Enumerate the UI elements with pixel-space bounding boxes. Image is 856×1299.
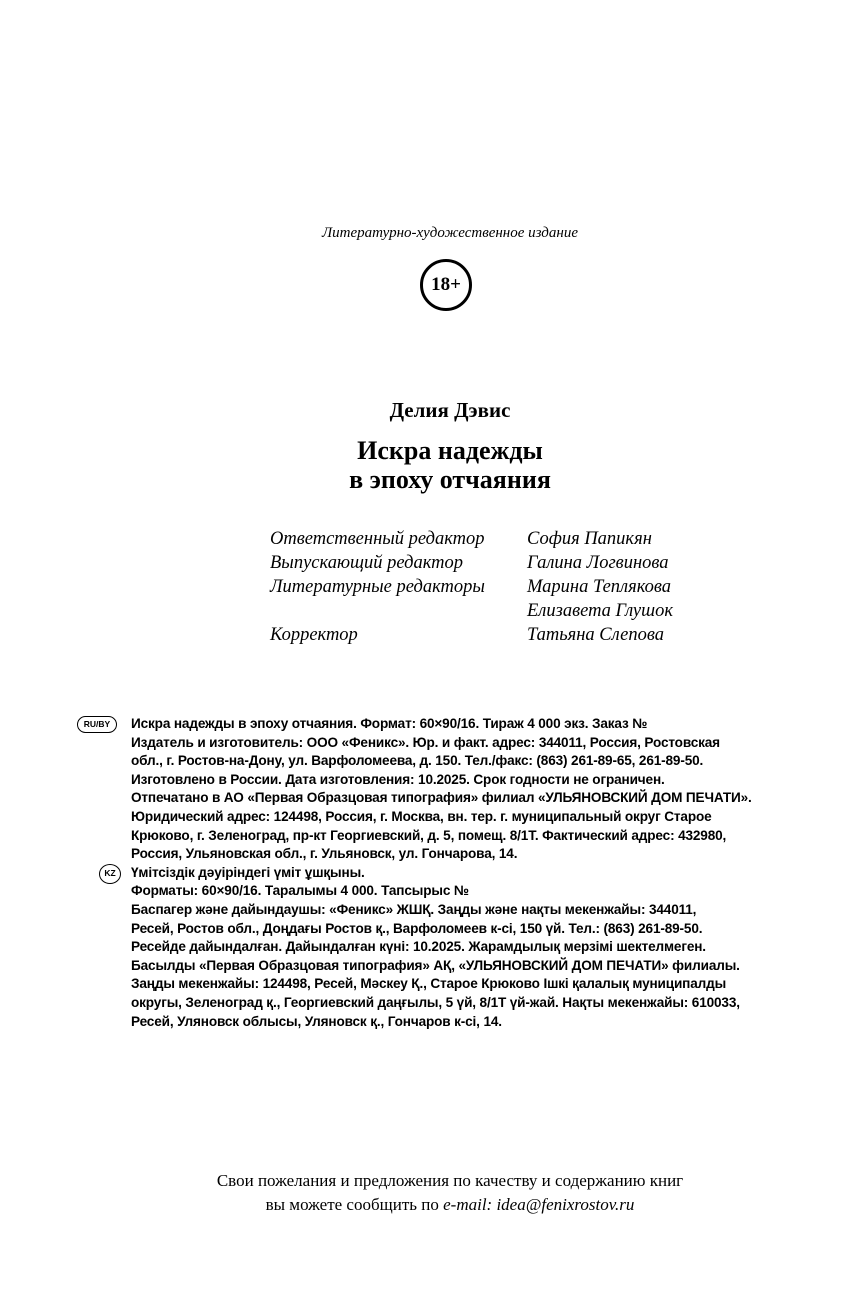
imprint-section	[75, 715, 815, 1031]
credit-row	[270, 575, 673, 623]
imprint-line: Форматы: 60×90/16. Таралымы 4 000. Тапсырыс №	[131, 883, 469, 899]
credits-block	[270, 527, 673, 647]
book-title-line2: в эпоху отчаяния	[349, 465, 551, 494]
ru-by-badge: RU/BY	[77, 716, 117, 733]
contact-block	[0, 1169, 856, 1217]
credit-name: Татьяна Слепова	[527, 625, 665, 645]
credit-name: Марина Теплякова	[527, 577, 672, 597]
imprint-line: Изготовлено в России. Дата изготовления: 10.2025. Срок годности не ограничен.	[131, 771, 665, 787]
imprint-line: Юридический адрес: 124498, Россия, г. Москва, вн. тер. г. муниципальный округ Старое	[131, 808, 712, 824]
edition-type: Литературно-художественное издание	[322, 225, 578, 241]
author-name: Делия Дэвис	[389, 398, 511, 422]
imprint-line: обл., г. Ростов-на-Дону, ул. Варфоломеева, д. 150. Тел./факс: (863) 261-89-65, 261-89-50.	[131, 753, 704, 769]
imprint-line: Отпечатано в АО «Первая Образцовая типография» филиал «УЛЬЯНОВСКИЙ ДОМ ПЕЧАТИ».	[131, 790, 752, 806]
imprint-line: Заңды мекенжайы: 124498, Ресей, Мәскеу Қ., Старое Крюково Ішкі қалалық муниципалды	[131, 976, 727, 992]
imprint-line: Ресей, Ростов обл., Доңдағы Ростов қ., Варфоломеев к-сі, 150 үй. Тел.: (863) 261-89-50.	[131, 920, 703, 936]
contact-line2	[0, 1193, 856, 1217]
imprint-kz	[75, 864, 815, 1031]
age-rating-badge: 18+	[420, 259, 472, 311]
credit-name: Елизавета Глушок	[527, 601, 673, 621]
credit-row	[270, 527, 673, 551]
credit-role: Корректор	[270, 625, 358, 645]
imprint-line: Баспагер және дайындаушы: «Феникс» ЖШҚ. Заңды және нақты мекенжайы: 344011,	[131, 901, 697, 917]
imprint-line: Россия, Ульяновская обл., г. Ульяновск, ул. Гончарова, 14.	[131, 846, 518, 862]
imprint-line: Ресейде дайындалған. Дайындалған күні: 10.2025. Жарамдылық мерзімі шектелмеген.	[131, 939, 706, 955]
credit-role: Выпускающий редактор	[270, 553, 463, 573]
credit-row	[270, 623, 673, 647]
email-link[interactable]: idea@fenixrostov.ru	[496, 1195, 635, 1214]
imprint-line: Үмітсіздік дәуіріндегі үміт ұшқыны.	[131, 864, 365, 880]
credit-row	[270, 551, 673, 575]
imprint-line: Басылды «Первая Образцовая типография» АҚ, «УЛЬЯНОВСКИЙ ДОМ ПЕЧАТИ» филиалы.	[131, 957, 740, 973]
credit-name: Галина Логвинова	[527, 553, 669, 573]
credit-name: София Папикян	[527, 529, 652, 549]
credit-role: Литературные редакторы	[270, 577, 485, 597]
imprint-line: Ресей, Уляновск облысы, Уляновск қ., Гончаров к-сі, 14.	[131, 1013, 502, 1029]
imprint-line: Крюково, г. Зеленоград, пр-кт Георгиевский, д. 5, помещ. 8/1Т. Фактический адрес: 432980,	[131, 827, 727, 843]
imprint-line: Искра надежды в эпоху отчаяния. Формат: 60×90/16. Тираж 4 000 экз. Заказ №	[131, 716, 648, 731]
imprint-line: Издатель и изготовитель: ООО «Феникс». Юр. и факт. адрес: 344011, Россия, Ростовская	[131, 734, 720, 750]
book-title	[0, 436, 856, 494]
book-title-line1: Искра надежды	[357, 436, 543, 465]
credit-role: Ответственный редактор	[270, 529, 485, 549]
contact-prefix: вы можете сообщить по	[265, 1195, 439, 1214]
email-label: e-mail:	[443, 1195, 493, 1214]
imprint-line: округы, Зеленоград қ., Георгиевский даңғылы, 5 үй, 8/1Т үй-жай. Нақты мекенжайы: 610033,	[131, 994, 740, 1010]
kz-badge: KZ	[99, 864, 121, 884]
contact-line1: Свои пожелания и предложения по качеству и содержанию книг	[216, 1171, 684, 1190]
imprint-ru	[75, 715, 815, 864]
